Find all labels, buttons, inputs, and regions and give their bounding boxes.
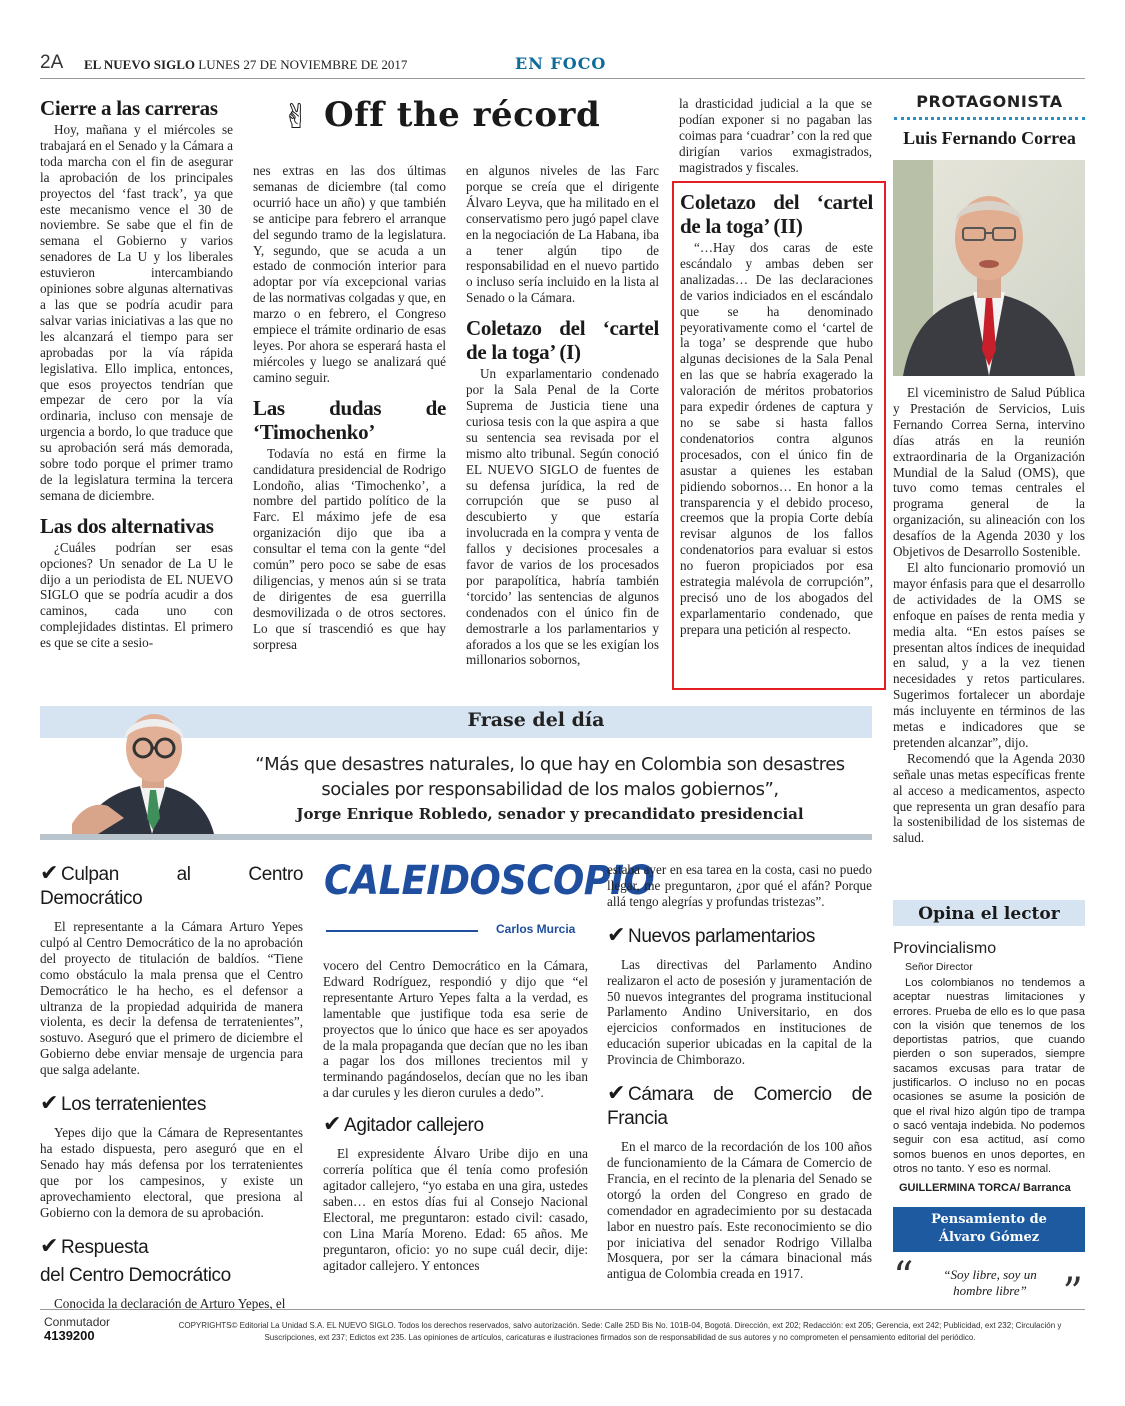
- article-body: la drasticidad judicial a la que se podían exponer si no pagaban las coimas para ‘cuadrar’ con la red que dirigían varios exmagistrados, magistrados y fiscales.: [679, 96, 872, 175]
- section-title: EN FOCO: [515, 54, 607, 73]
- speaker-photo: [68, 706, 218, 834]
- article-body: Todavía no está en firme la candidatura presidencial de Rodrigo Londoño, alias ‘Timochenko’, a nombre del partido político de la Farc. El máximo jefe de esa organización dijo que iba a consultar el tema con la gente “del común” pero poco se sabe de esas diligencias, y menos aún si se trata de dirigentes de esa guerrilla desmovilizada o de otros sectores. Lo que sí trascendió es que hay sorpresa: [253, 445, 446, 652]
- protagonista-body: [893, 385, 1085, 846]
- check-icon: ✔: [40, 861, 59, 886]
- headline-agitador: ✔ Agitador callejero: [323, 1112, 484, 1138]
- frase-del-dia: [40, 706, 872, 840]
- caleidoscopio-heading: CALEIDOSCOPIO: [324, 858, 655, 904]
- article-body: nes extras en las dos últimas semanas de diciembre (tal como ocurrió hace un año) y que también se anticipe para febrero el arranque del segundo tramo de la legislatura. Y, segundo, que se acuda a un estado de conmoción interior para adoptar por vía excepcional varias de las normativas colgadas y que, en marzo o en febrero, el Congreso empiece el trámite ordinario de esas leyes. Por ahora se esperará hasta el miércoles y luego se analizará qué camino seguir.: [253, 163, 446, 385]
- article-body: ¿Cuáles podrían ser esas opciones? Un senador de La U le dijo a un periodista de EL NUEVO SIGLO que se podría acudir a dos caminos, cada uno con complejidades distintas. El primero es que se cite a sesio-: [40, 539, 233, 651]
- article-body: vocero del Centro Democrático en la Cámara, Edward Rodríguez, respondió y dijo que “el representante Arturo Yepes falta a la verdad, es lamentable que justifique toda esa serie de proyectos que lo único que hace es ser apoyados de la mala propaganda que decían que no les iban a pagar los dos millones trecientos mil y terminando pagándoselos, decían que no les iban a dar curules y les dieron curules a dedo”.: [323, 958, 588, 1101]
- check-icon: ✔: [323, 1112, 342, 1138]
- headline-respuesta-line2: del Centro Democrático: [40, 1264, 231, 1286]
- check-icon: ✔: [40, 1091, 59, 1117]
- protagonista-name: Luis Fernando Correa: [903, 128, 1076, 148]
- article-body: Conocida la declaración de Arturo Yepes, el: [54, 1295, 286, 1311]
- protagonista-photo: [893, 160, 1085, 376]
- article-body: Yepes dijo que la Cámara de Representantes ha estado dispuesta, pero aseguró que en el Senado hay más defensa por los terratenientes que por los campesinos, y existe un aprovechamiento electoral, que presiona al Gobierno con la demora de su aprobación.: [40, 1125, 303, 1220]
- letter-salutation: Señor Director: [905, 961, 973, 973]
- article-body: en algunos niveles de las Farc porque se creía que el dirigente Álvaro Leyva, que ha militado en el conservatismo pero jugó papel clave en la negociación de La Habana, iba a tener algún tipo de responsabilidad en el nuevo partido o incluso sería incluido en la lista al Senado o la Cámara.: [466, 163, 659, 306]
- article-body: Hoy, mañana y el miércoles se trabajará en el Senado y la Cámara a toda marcha con el fin de asegurar la aprobación de los principales proyectos del ‘fast track’, ya que este mecanismo vence el 30 de noviembre. Se sabe que el fin de semana el Gobierno y varios senadores de La U y los liberales estuvieron intercambiando opiniones sobre algunas alternativas a las que se podría acudir para salvar varias iniciativas a las que no les alcanzará el tiempo para ser aprobadas por la vía rápida legislativa. Ello implica, entonces, que esos proyectos tendrían que empezar de cero por la vía ordinaria, incluso con mensaje de urgencia a bordo, lo que traduce que su aprobación será más demorada, sobre todo porque el primer tramo de la legislatura termina la tercera semana de diciembre.: [40, 122, 233, 503]
- article-body: El viceministro de Salud Pública y Prestación de Servicios, Luis Fernando Correa Serna, intervino días atrás en la reunión extraordinaria de la Organización Mundial de la Salud (OMS), que tuvo como temas centrales el programa general de la organización, su alineación con los desafíos de la Agenda 2030 y los Objetivos de Desarrollo Sostenible.: [893, 385, 1085, 560]
- protagonista-section: [894, 92, 1085, 149]
- article-body: El representante a la Cámara Arturo Yepes culpó al Centro Democrático de la no aprobación del proyecto de titulación de baldíos. “Tiene como obstáculo la mala prensa que el Centro Democrático le ha hecho, es el defensor a ultranza de la propiedad adquirida de manera violenta, es decir la defensa de terratenientes”, sostuvo. Aseguró que el primero de diciembre el Gobierno debe enviar mensaje de urgencia para que salga adelante.: [40, 919, 303, 1078]
- headline-coletazo-1: Coletazo del ‘cartel de la toga’ (I): [466, 316, 659, 365]
- reader-letter: [893, 940, 1085, 1194]
- letter-title: Provincialismo: [893, 940, 997, 957]
- headline-respuesta: ✔ Respuesta: [40, 1233, 149, 1259]
- frase-title: Frase del día: [467, 709, 605, 731]
- column-4-top: [679, 96, 872, 176]
- masthead-date: [84, 57, 407, 73]
- article-body: En el marco de la recordación de los 100 años de funcionamiento de la Cámara de Comercio de Francia, en el recinto de la plenaria del Senado se otorgó la orden del Congreso en grado de comendador en agradecimiento por su destacada labor en nuestro país. Este reconocimiento se dio por iniciativa del senador Rodrigo Villalba Mosquera, por ser la cámara binacional más antigua de Colombia creada en 1917.: [607, 1139, 872, 1282]
- section-heading: Off the récord: [324, 95, 601, 135]
- bottom-column-1: [40, 862, 303, 1311]
- newspaper-name: EL NUEVO SIGLO: [84, 57, 195, 72]
- protagonista-label: PROTAGONISTA: [916, 92, 1063, 111]
- page-header: [40, 50, 1085, 79]
- opina-el-lector-header: [893, 900, 1085, 926]
- column-2: [253, 163, 446, 652]
- pensamiento-title-2: Álvaro Gómez: [938, 1230, 1040, 1245]
- frase-quote: “Más que desastres naturales, lo que hay en Colombia son desastres sociales por responsabilidad de los malos gobiernos”,: [255, 754, 845, 800]
- headline-coletazo-2: Coletazo del ‘cartel de la toga’ (II): [680, 190, 873, 238]
- caleidoscopio-author: Carlos Murcia: [496, 922, 576, 936]
- copyright-notice: COPYRIGHTS© Editorial La Unidad S.A. EL NUEVO SIGLO. Todos los derechos reservados, salvo autorización. Sede: Calle 25D Bis No. 101B-04, Bogotá. Dirección, ext 202; Redacción: ext 205; Gerencia, ext 242; Publicidad, ext 232; Circulación y Suscripciones, ext 237; Edictos ext 235. Las opiniones de artículos, caricaturas e ilustraciones firmados son de responsabilidad de sus autores y no comprometen el pensamiento editorial del periódico.: [178, 1321, 1062, 1342]
- article-body: “…Hay dos caras de este escándalo y ambas deben ser analizadas… De las declaraciones de varios indiciados en el escándalo que se ha denominado peyorativamente como el ‘cartel de la toga’ se desprende que hubo algunas decisiones de la Sala Penal en las que se habría exagerado la valoración de méritos probatorios para expedir órdenes de captura y no se sabe si hasta fallos condenatorios contra algunos procesados, con el único fin de asustar a quienes les estaban pidiendo sobornos… En honor a la transparencia y el debido proceso, creemos que la propia Corte debía revisar algunos de los fallos condenatorios para evaluar si estos no fueron propiciados por esa estrategia malévola de corrupción”, precisó uno de los abogados del exparlamentario condenado, que prepara una petición al respecto.: [680, 240, 873, 637]
- headline-alternativas: Las dos alternativas: [40, 513, 214, 538]
- article-body: Un exparlamentario condenado por la Sala Penal de la Corte Suprema de Justicia tiene una curiosa tesis con la que aspira a que su sentencia sea revisada por el mismo alto tribunal. Según conoció EL NUEVO SIGLO de fuentes de su defensa jurídica, la red de corrupción que se puso al descubierto y que estaría involucrada en la compra y venta de fallos y decisiones procesales a favor de varios de los procesados por parapolítica, habría también ‘torcido’ las sentencias de algunos condenados con el único fin de demostrarle a los parlamentarios y aforados a los que se les exigían los millonarios sobornos,: [466, 366, 659, 668]
- letter-signature: GUILLERMINA TORCA/ Barranca: [899, 1182, 1071, 1195]
- check-icon: ✔: [40, 1233, 59, 1259]
- pensamiento-title-1: Pensamiento de: [931, 1212, 1047, 1227]
- victory-hand-icon: ✌: [282, 97, 311, 137]
- column-1: [40, 96, 233, 651]
- article-body: estaba ayer en esa tarea en la costa, casi no puedo llegar, me preguntaron, ¿por qué el afán? Porque allá tengo alegrías y profundas tristezas”.: [607, 862, 872, 909]
- caleidoscopio-title: [324, 858, 655, 938]
- close-quote-icon: ”: [1062, 1270, 1083, 1316]
- headline-parlamentarios: ✔ Nuevos parlamentarios: [607, 922, 816, 948]
- letter-body: Los colombianos no tendemos a aceptar nuestras limitaciones y errores. Prueba de ello es lo que pasa con la visión que tenemos de los deportistas patrios, que cuando pierden o son superados, siempre sacamos excusas para tratar de justificarlos. O incluso no en pocas ocasiones se asume la posición de que el rival hizo algún tipo de trampa o sacó ventaja indebida. No podemos seguir con esa actitud, así como somos buenos en unos deportes, en otros no tanto. Y eso es normal.: [893, 977, 1085, 1175]
- switchboard: [44, 1316, 110, 1343]
- pensamiento-text: “Soy libre, soy un hombre libre”: [943, 1267, 1037, 1298]
- pensamiento-quote: [893, 1254, 1085, 1316]
- column-4-box: [680, 190, 873, 638]
- bottom-column-2: [323, 958, 588, 1273]
- issue-date: LUNES 27 DE NOVIEMBRE DE 2017: [198, 57, 408, 72]
- pensamiento-header: [893, 1207, 1085, 1252]
- opina-title: Opina el lector: [918, 904, 1060, 924]
- article-body: Recomendó que la Agenda 2030 señale unas metas específicas frente al acceso a medicamentos, aspecto que representa un gran desafío para la sostenibilidad de los sistemas de salud.: [893, 750, 1085, 846]
- page-number: 2A: [40, 52, 64, 73]
- article-body: El alto funcionario promovió un mayor énfasis para que el desarrollo de actividades de la OMS se enfoque en países de renta media y media alta. “En estos países se presentan altos índices de inequidad en salud, y a la vez tienen necesidades y retos particulares. Sugerimos fortalecer un abordaje más incluyente en términos de las metas e indicadores que se pretenden alcanzar”, dijo.: [893, 559, 1085, 750]
- check-icon: ✔: [607, 1081, 626, 1107]
- frase-author: Jorge Enrique Robledo, senador y precandidato presidencial: [296, 805, 804, 823]
- check-icon: ✔: [607, 922, 626, 948]
- headline-culpan: ✔ Culpan al Centro Democrático: [40, 861, 303, 909]
- bottom-column-3: [607, 862, 872, 1282]
- headline-terratenientes: ✔ Los terratenientes: [40, 1091, 206, 1117]
- article-body: Las directivas del Parlamento Andino realizaron el acto de posesión y juramentación de 50 nuevos integrantes del programa institucional Parlamento Andino Universitario, en dos ejercicios conformados en instituciones de educación superior ubicadas en la capital de la Provincia de Chimborazo.: [607, 956, 872, 1068]
- switchboard-label: Conmutador: [44, 1315, 111, 1329]
- dotted-divider: [894, 117, 1085, 120]
- article-body: El expresidente Álvaro Uribe dijo en una correría política que él tenía como profesión agitador callejero, “yo estaba en una gira, ustedes saben… en estos días fui al Consejo Nacional Electoral, me preguntaron: estado civil: casado, con Lina María Moreno. Edad: 65 años. Me preguntaron, oficio: yo no supe cuál decir, dije: agitador callejero. Y entonces: [323, 1146, 588, 1273]
- frase-bottom-bar: [40, 834, 872, 840]
- headline-cierre: Cierre a las carreras: [40, 96, 218, 120]
- caleidoscopio-rule: [326, 930, 478, 932]
- column-3: [466, 163, 659, 668]
- page-footer: [40, 1309, 1085, 1356]
- headline-timochenko: Las dudas de ‘Timochenko’: [253, 395, 446, 444]
- open-quote-icon: “: [893, 1254, 914, 1300]
- switchboard-number: 4139200: [44, 1328, 95, 1343]
- off-the-record-title: [282, 95, 662, 145]
- headline-camara-comercio: ✔ Cámara de Comercio de Francia: [607, 1081, 872, 1130]
